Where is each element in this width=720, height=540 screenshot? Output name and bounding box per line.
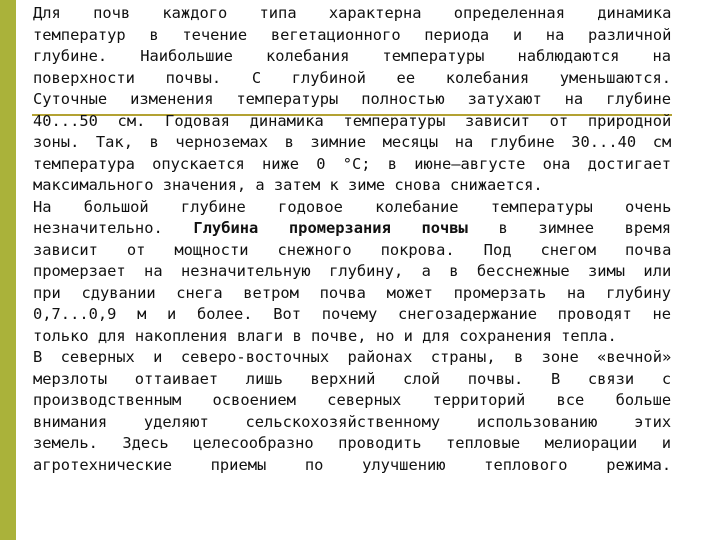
text-line: 40...50 см. Годовая динамика температуры зависит от природной [33, 111, 671, 130]
text-line: Для почв каждого типа характерна определенная динамика [33, 4, 671, 22]
text-line: В северных и северо-восточных районах страны, в зоне «вечной» [33, 348, 671, 366]
text-line: поверхности почвы. С глубиной ее колебания уменьшаются. [33, 68, 671, 87]
text-line: зависит от мощности снежного покрова. Под снегом почва [33, 240, 671, 259]
text-line: максимального значения, а затем к зиме снова снижается. [33, 176, 543, 194]
bold-term: Глубина промерзания почвы [193, 219, 468, 237]
text-segment: в зимнее время [498, 219, 671, 237]
text-line: только для накопления влаги в почве, но и для сохранения тепла. [33, 326, 617, 345]
text-line: промерзает на незначительную глубину, а в бесснежные зимы или [33, 262, 671, 280]
text-line: Суточные изменения температуры полностью затухают на глубине [33, 90, 671, 108]
text-line: глубине. Наибольшие колебания температуры наблюдаются на [33, 47, 671, 65]
text-line: зоны. Так, в черноземах в зимние месяцы на глубине 30...40 см [33, 133, 671, 151]
text-line-mixed [33, 218, 671, 240]
text-line: агротехнические приемы по улучшению теплового режима. [33, 455, 671, 474]
text-line: На большой глубине годовое колебание температуры очень [33, 197, 671, 216]
text-line: при сдувании снега ветром почва может промерзать на глубину [33, 283, 671, 302]
text-line: внимания уделяют сельскохозяйственному использованию этих [33, 412, 671, 431]
left-accent-bar [0, 0, 16, 540]
text-line: 0,7...0,9 м и более. Вот почему снегозадержание проводят не [33, 305, 671, 323]
text-line: температур в течение вегетационного периода и на различной [33, 25, 671, 44]
text-line: производственным освоением северных территорий все больше [33, 391, 671, 409]
text-segment: незначительно. [33, 219, 163, 237]
body-text [33, 3, 671, 476]
text-line: температура опускается ниже 0 °С; в июне—августе она достигает [33, 154, 671, 173]
text-line: мерзлоты оттаивает лишь верхний слой почвы. В связи с [33, 369, 671, 388]
text-line: земель. Здесь целесообразно проводить тепловые мелиорации и [33, 434, 671, 452]
